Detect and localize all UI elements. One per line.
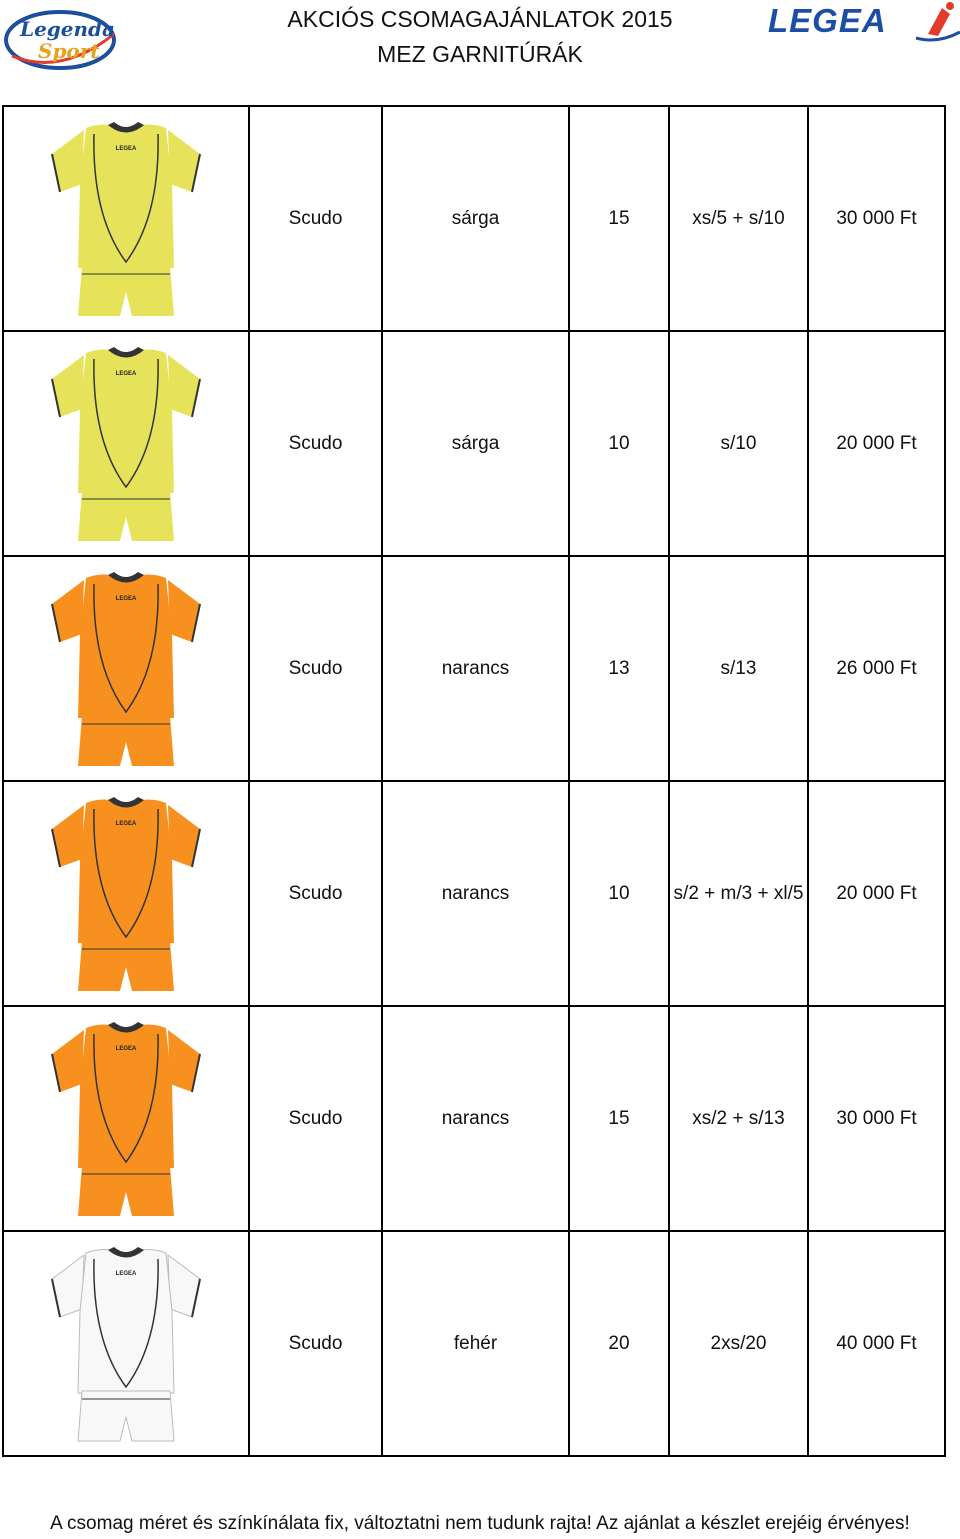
jersey-logo-text: LEGEA — [115, 371, 137, 377]
price-cell: 26 000 Ft — [808, 556, 945, 781]
kit-image-cell — [3, 781, 249, 1006]
sizes-cell: xs/5 + s/10 — [669, 106, 808, 331]
page-title: AKCIÓS CSOMAGAJÁNLATOK 2015 — [287, 6, 673, 32]
jersey-kit-image — [46, 1016, 206, 1221]
quantity-cell: 13 — [569, 556, 669, 781]
jersey-logo-text: LEGEA — [115, 146, 137, 152]
kit-image-cell — [3, 1006, 249, 1231]
sizes-cell: xs/2 + s/13 — [669, 1006, 808, 1231]
kit-image-cell — [3, 1231, 249, 1456]
kit-image-cell — [3, 331, 249, 556]
price-cell: 40 000 Ft — [808, 1231, 945, 1456]
price-cell: 30 000 Ft — [808, 1006, 945, 1231]
offer-table — [2, 105, 946, 1457]
jersey-logo-text: LEGEA — [115, 821, 137, 827]
kit-image-cell — [3, 556, 249, 781]
model-cell: Scudo — [249, 556, 382, 781]
price-cell: 20 000 Ft — [808, 781, 945, 1006]
table-row — [3, 106, 945, 331]
color-cell: fehér — [382, 1231, 569, 1456]
color-cell: narancs — [382, 556, 569, 781]
page-header — [0, 0, 960, 100]
jersey-kit-image — [46, 341, 206, 546]
color-cell: sárga — [382, 106, 569, 331]
table-row — [3, 1006, 945, 1231]
kit-image-cell — [3, 106, 249, 331]
jersey-kit-image — [46, 791, 206, 996]
quantity-cell: 10 — [569, 781, 669, 1006]
jersey-logo-text: LEGEA — [115, 596, 137, 602]
model-cell: Scudo — [249, 1006, 382, 1231]
color-cell: narancs — [382, 1006, 569, 1231]
table-row — [3, 556, 945, 781]
quantity-cell: 15 — [569, 106, 669, 331]
jersey-kit-image — [46, 116, 206, 321]
page-subtitle: MEZ GARNITÚRÁK — [377, 41, 583, 67]
color-cell: narancs — [382, 781, 569, 1006]
jersey-kit-image — [46, 566, 206, 771]
model-cell: Scudo — [249, 106, 382, 331]
quantity-cell: 15 — [569, 1006, 669, 1231]
quantity-cell: 10 — [569, 331, 669, 556]
jersey-logo-text: LEGEA — [115, 1046, 137, 1052]
logo-right-text: LEGEA — [768, 2, 887, 39]
price-cell: 30 000 Ft — [808, 106, 945, 331]
model-cell: Scudo — [249, 1231, 382, 1456]
color-cell: sárga — [382, 331, 569, 556]
sizes-cell: s/13 — [669, 556, 808, 781]
footer-note: A csomag méret és színkínálata fix, változtatni nem tudunk rajta! Az ajánlat a készlet erejéig érvényes! — [50, 1513, 910, 1534]
model-cell: Scudo — [249, 331, 382, 556]
model-cell: Scudo — [249, 781, 382, 1006]
legea-logo — [766, 0, 960, 44]
logo-left-line2: Sport — [38, 39, 100, 63]
jersey-kit-image — [46, 1241, 206, 1446]
jersey-logo-text: LEGEA — [115, 1271, 137, 1277]
sizes-cell: s/2 + m/3 + xl/5 — [669, 781, 808, 1006]
quantity-cell: 20 — [569, 1231, 669, 1456]
price-cell: 20 000 Ft — [808, 331, 945, 556]
sizes-cell: 2xs/20 — [669, 1231, 808, 1456]
table-row — [3, 1231, 945, 1456]
logo-left-line1: Legenda — [20, 17, 115, 41]
table-row — [3, 331, 945, 556]
table-row — [3, 781, 945, 1006]
sizes-cell: s/10 — [669, 331, 808, 556]
